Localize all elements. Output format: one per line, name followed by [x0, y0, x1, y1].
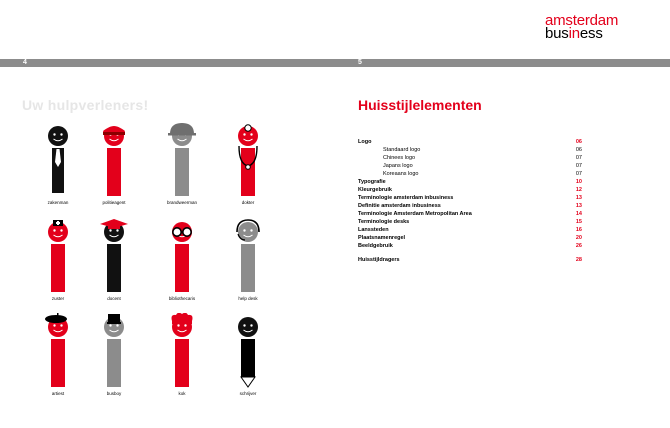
toc-page-number: 06 [575, 147, 582, 153]
toc-row[interactable] [358, 256, 582, 264]
toc-label: Plaatsnamenregel [358, 235, 406, 241]
helper-dokter [218, 122, 278, 206]
helper-label: zuster [51, 296, 65, 301]
helper-label: busboy [106, 391, 122, 396]
toc-page-number: 20 [575, 235, 582, 241]
brand-logo [545, 14, 618, 40]
toc-page-number: 07 [575, 163, 582, 169]
toc-row[interactable] [358, 218, 582, 226]
toc-row[interactable] [358, 242, 582, 250]
helper-label: bibliothecaris [168, 296, 196, 301]
toc-row[interactable] [358, 146, 582, 154]
helper-figure [40, 218, 76, 294]
toc-label: Koreaans logo [383, 171, 419, 177]
toc-label: Beeldgebruik [358, 243, 393, 249]
toc-page-number: 10 [575, 179, 582, 185]
helper-label: docent [107, 296, 121, 301]
helper-label: kok [178, 391, 186, 396]
helper-label: dokter [241, 200, 255, 205]
toc-page-number: 06 [575, 139, 582, 145]
helper-label: help desk [238, 296, 258, 301]
logo-line-business: business [545, 25, 603, 42]
helper-kok [152, 313, 212, 397]
helper-figure [96, 122, 132, 198]
helper-docent [84, 218, 144, 302]
helper-figure [40, 313, 76, 389]
toc-label: Chinees logo [383, 155, 416, 161]
helper-label: schrijver [239, 391, 257, 396]
toc-label: Huisstijldragers [358, 257, 400, 263]
helper-figure [230, 313, 266, 389]
page-number-left: 4 [23, 59, 27, 66]
helper-artiest [28, 313, 88, 397]
toc-page-number: 12 [575, 187, 582, 193]
table-of-contents [358, 138, 582, 264]
toc-page-number: 13 [575, 203, 582, 209]
helper-figure [96, 218, 132, 294]
helper-label: politieagent [102, 200, 126, 205]
helper-schrijver [218, 313, 278, 397]
helper-label: brandweerman [166, 200, 198, 205]
toc-page-number: 28 [575, 257, 582, 263]
toc-page-number: 07 [575, 171, 582, 177]
helper-brandweerman [152, 122, 212, 206]
helper-zuster [28, 218, 88, 302]
toc-row[interactable] [358, 186, 582, 194]
helpers-title: Uw hulpverleners! [22, 97, 149, 113]
toc-label: Logo [358, 139, 372, 145]
toc-label: Terminologie Amsterdam Metropolitan Area [358, 211, 472, 217]
helper-label: zakenman [47, 200, 69, 205]
helper-bibliothecaris [152, 218, 212, 302]
toc-label: Terminologie amsterdam inbusiness [358, 195, 454, 201]
toc-label: Japans logo [383, 163, 413, 169]
helper-figure [230, 122, 266, 198]
toc-page-number: 16 [575, 227, 582, 233]
toc-row[interactable] [358, 170, 582, 178]
toc-page-number: 07 [575, 155, 582, 161]
helper-figure [164, 313, 200, 389]
helper-figure [40, 122, 76, 198]
toc-row[interactable] [358, 210, 582, 218]
toc-row[interactable] [358, 194, 582, 202]
toc-page-number: 15 [575, 219, 582, 225]
toc-row[interactable] [358, 162, 582, 170]
toc-row[interactable] [358, 234, 582, 242]
toc-label: Definitie amsterdam inbusiness [358, 203, 441, 209]
helper-figure [164, 218, 200, 294]
helper-busboy [84, 313, 144, 397]
logo-line-amsterdam: amsterdam [545, 12, 619, 29]
helper-zakenman [28, 122, 88, 206]
toc-page-number: 13 [575, 195, 582, 201]
toc-row[interactable] [358, 226, 582, 234]
toc-label: Lanssteden [358, 227, 389, 233]
toc-row[interactable] [358, 178, 582, 186]
toc-row[interactable] [358, 138, 582, 146]
helper-figure [230, 218, 266, 294]
toc-label: Standaard logo [383, 147, 421, 153]
helper-label: artiest [51, 391, 65, 396]
helper-figure [96, 313, 132, 389]
helper-figure [164, 122, 200, 198]
page-header-band [0, 59, 670, 67]
helper-help-desk [218, 218, 278, 302]
helper-politieagent [84, 122, 144, 206]
toc-label: Typografie [358, 179, 386, 185]
contents-title: Huisstijlelementen [358, 97, 482, 113]
toc-row[interactable] [358, 202, 582, 210]
toc-page-number: 14 [575, 211, 582, 217]
toc-label: Kleurgebruik [358, 187, 392, 193]
toc-label: Terminologie desks [358, 219, 410, 225]
toc-page-number: 26 [575, 243, 582, 249]
page-number-right: 5 [358, 59, 362, 66]
toc-row[interactable] [358, 154, 582, 162]
